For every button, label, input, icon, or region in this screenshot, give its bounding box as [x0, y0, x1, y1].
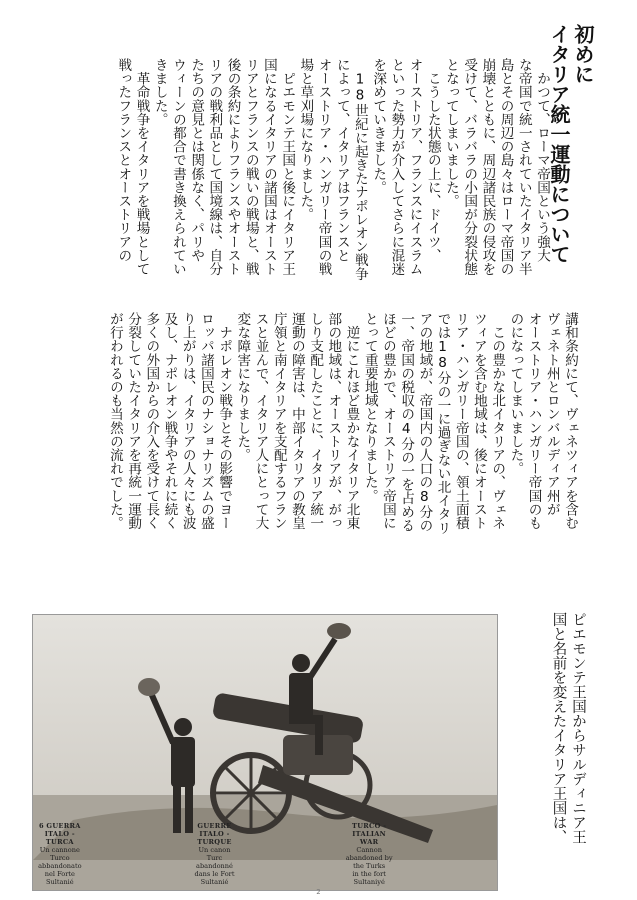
body-text-middle: 講和条約にて、ヴェネツィアを含む ヴェネト州とロンバルディア州が オーストリア・ハンガリー帝国のも のになってしまいました。 この豊かな北イタリアの、ヴェネ ツィアを含む地域は、後にオースト リア・ハンガリー帝国の、領土面積 では18分の一に過ぎない北イタリ アの地域が、帝国内の人口の8分の 一、帝国の税収の4分の一を占める ほどの豊かで、オーストリア帝国に とって重要地域となりました。 逆にこれほど豊かなイタリア北東 部の地域は、オーストリアが、がっ しり支配したことに、イタリア統一 運動の障害は、中部イタリアの教皇 庁領と南イタリアを支配するフラン スと並んで、イタリア人にとって大 変な障害になりました。 ナポレオン戦争とその影響でヨー ロッパ諸国民のナショナリズムの盛 り上がりは、イタリアの人々にも波 及し、ナポレオン戦争やそれに続く 多くの外国からの介入を受けて長く 分裂していたイタリアを再統一運動 が行われるのも当然の流れでした。: [106, 312, 578, 535]
photo-caption-french: [191, 822, 339, 886]
caption-title: 6 GUERRA ITALO - TURCA: [38, 822, 81, 846]
caption-title: GUERRE ITALO - TURQUE: [197, 822, 232, 846]
caption-line: in the fort Sultaniyé: [352, 870, 386, 886]
photo-caption-italian: [36, 822, 184, 886]
caption-title: TURCO - ITALIAN WAR: [352, 822, 387, 846]
chapter-heading: 初めに イタリア統一運動について: [547, 24, 595, 264]
body-text-upper: かつて、ローマ帝国という強大 な帝国で統一されていたイタリア半 島とその周辺の島々はローマ帝国の 崩壊とともに、周辺諸民族の侵攻を 受けて、バラバラの小国が分裂状態 となってしまいました。 こうした状態の上に、ドイツ、 オーストリア、フランスにイスラム といった勢力が介入してさらに混迷 を深めていきました。 18世紀に起きたナポレオン戦争 によって、イタリアはフランスと オーストリア・ハンガリー帝国の戦 場と草刈場になりました。 ピエモンテ王国と後にイタリア王 国になるイタリアの諸国はオースト リアとフランスの戦いの戦場と、戦 後の条約によりフランスやオースト リアの戦利品として国境線は、自分 たちの意見とは関係なく、パリや ウィーンの都合で書き換えられてい きました。 革命戦争をイタリアを戦場として 戦ったフランスとオーストリアの: [115, 58, 550, 281]
caption-line: dans le Fort Sultanié: [194, 870, 235, 886]
caption-line: Un cannone Turco abbandonato: [38, 846, 82, 870]
photo-caption-english: [345, 822, 493, 886]
photo-captions: [33, 822, 497, 886]
historical-photo-cannon: [32, 614, 498, 891]
caption-line: nel Forte Sultanié: [44, 870, 75, 886]
photo-side-caption: ピエモンテ王国からサルディニア王 国と名前を変えたイタリア王国は、: [550, 612, 586, 844]
caption-line: Cannon abandoned by the Turks: [345, 846, 393, 870]
caption-line: Un canon Turc abandonné: [196, 846, 233, 870]
page-number: 2: [316, 888, 321, 896]
